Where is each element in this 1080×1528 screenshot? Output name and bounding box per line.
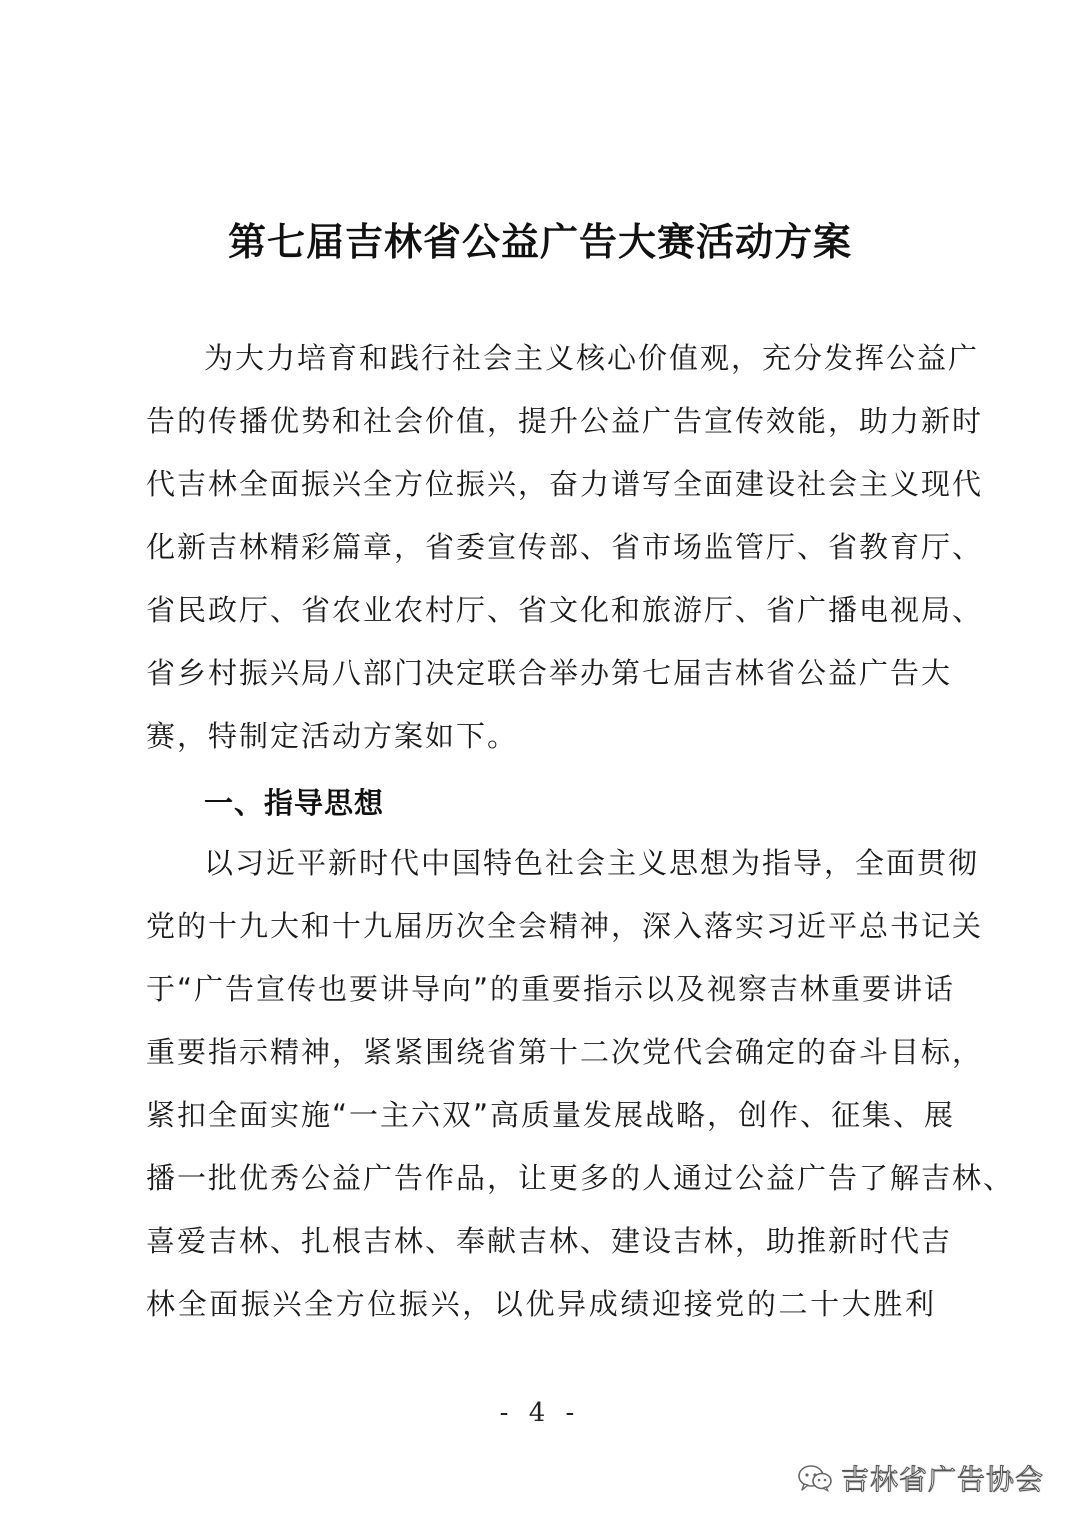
intro-line: 省乡村振兴局八部门决定联合举办第七届吉林省公益广告大 <box>146 656 953 690</box>
section-line: 于“广告宣传也要讲导向”的重要指示以及视察吉林重要讲话 <box>146 972 956 1006</box>
section-line: 重要指示精神，紧紧围绕省第十二次党代会确定的奋斗目标， <box>146 1035 984 1069</box>
section-line: 林全面振兴全方位振兴，以优异成绩迎接党的二十大胜利 <box>146 1287 936 1321</box>
page-number: - 4 - <box>499 1398 581 1428</box>
section-line: 喜爱吉林、扎根吉林、奉献吉林、建设吉林，助推新时代吉 <box>146 1224 953 1258</box>
intro-line: 告的传播优势和社会价值，提升公益广告宣传效能，助力新时 <box>146 404 984 438</box>
intro-line: 赛，特制定活动方案如下。 <box>146 719 519 753</box>
section-line: 党的十九大和十九届历次全会精神，深入落实习近平总书记关 <box>146 909 984 943</box>
intro-paragraph <box>146 327 984 768</box>
intro-line: 代吉林全面振兴全方位振兴，奋力谱写全面建设社会主义现代 <box>146 467 984 501</box>
section-line: 以习近平新时代中国特色社会主义思想为指导，全面贯彻 <box>204 846 980 880</box>
document-title: 第七届吉林省公益广告大赛活动方案 <box>227 219 852 264</box>
intro-line: 为大力培育和践行社会主义核心价值观，充分发挥公益广 <box>204 341 980 375</box>
section-paragraph <box>146 832 1015 1336</box>
section-heading: 一、指导思想 <box>204 786 385 820</box>
section-line: 播一批优秀公益广告作品，让更多的人通过公益广告了解吉林、 <box>146 1161 1015 1195</box>
intro-line: 省民政厅、省农业农村厅、省文化和旅游厅、省广播电视局、 <box>146 593 984 627</box>
watermark <box>797 1456 1044 1500</box>
wechat-icon <box>797 1464 833 1492</box>
watermark-label: 吉林省广告协会 <box>840 1463 1044 1496</box>
intro-line: 化新吉林精彩篇章，省委宣传部、省市场监管厅、省教育厅、 <box>146 530 984 564</box>
section-line: 紧扣全面实施“一主六双”高质量发展战略，创作、征集、展 <box>146 1098 956 1132</box>
